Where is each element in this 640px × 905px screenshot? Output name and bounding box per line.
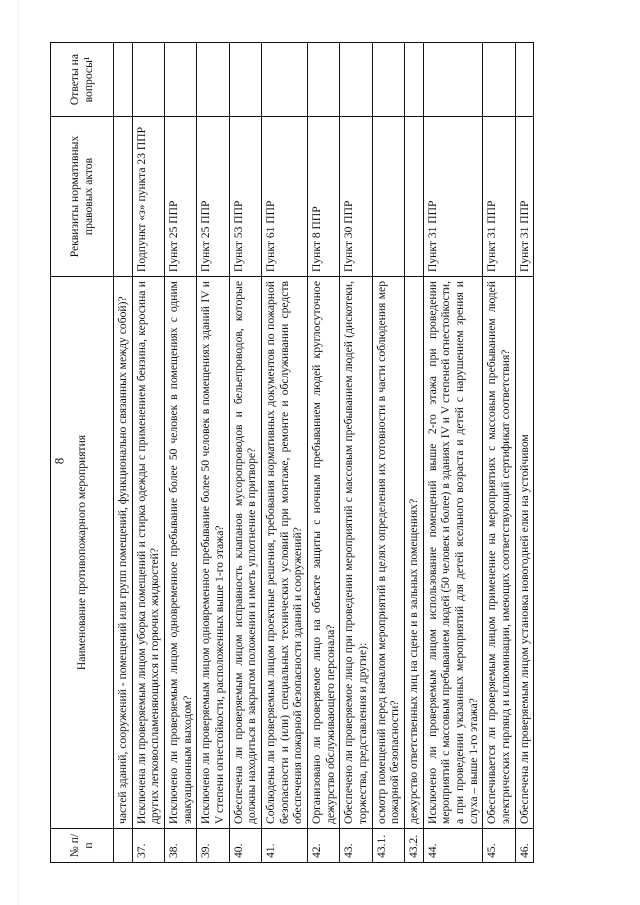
- cell-desc: Обеспечена ли проверяемым лицом установка новогодней елки на устойчивом: [515, 276, 534, 828]
- table-row: [483, 42, 515, 862]
- table-row: [308, 42, 340, 862]
- cell-desc: Исключено ли проверяемым лицом одновременное пребывание более 50 человек в помещениях зданий IV и V степени огнестойкости, расположенных выше 1-го этажа?: [197, 276, 229, 828]
- cell-req: [405, 116, 424, 276]
- cell-num: 44.: [423, 828, 483, 862]
- table-row: [405, 42, 424, 862]
- table-row: [197, 42, 229, 862]
- table-row: [262, 42, 308, 862]
- cell-answer[interactable]: [515, 42, 534, 116]
- cell-desc: Обеспечено ли проверяемое лицо при проведении мероприятий с массовым пребыванием людей (дискотеки, торжества, представления и другие):: [340, 276, 372, 828]
- cell-num: 39.: [197, 828, 229, 862]
- inspection-table: [50, 42, 534, 863]
- cell-answer[interactable]: [308, 42, 340, 116]
- table-row: [229, 42, 261, 862]
- cell-answer[interactable]: [165, 42, 197, 116]
- cell-req: [372, 116, 404, 276]
- cell-num: 41.: [262, 828, 308, 862]
- cell-req: Пункт 8 ППР: [308, 116, 340, 276]
- cell-answer[interactable]: [372, 42, 404, 116]
- cell-num: 40.: [229, 828, 261, 862]
- cell-answer[interactable]: [483, 42, 515, 116]
- cell-answer[interactable]: [197, 42, 229, 116]
- cell-num: 45.: [483, 828, 515, 862]
- cell-answer[interactable]: [132, 42, 164, 116]
- cell-desc: частей зданий, сооружений - помещений или групп помещений, функционально связанных между собой)?: [114, 276, 133, 828]
- cell-num: 43.: [340, 828, 372, 862]
- cell-req: Пункт 30 ППР: [340, 116, 372, 276]
- cell-desc: Обеспечивается ли проверяемым лицом применение на мероприятиях с массовым пребыванием людей электрических гирлянд и иллюминации, имеющих соответствующий сертификат соответствия?: [483, 276, 515, 828]
- table-row: [515, 42, 534, 862]
- cell-req: Пункт 25 ППР: [197, 116, 229, 276]
- header-req: Реквизиты нормативных правовых актов: [51, 116, 114, 276]
- cell-desc: Исключена ли проверяемым лицом уборка помещений и стирка одежды с применением бензина, керосина и других легковоспламеняющихся и горючих жидкостей?: [132, 276, 164, 828]
- table-row: [340, 42, 372, 862]
- cell-answer[interactable]: [405, 42, 424, 116]
- rotated-page: [50, 43, 590, 863]
- cell-answer[interactable]: [262, 42, 308, 116]
- cell-req: Пункт 61 ППР: [262, 116, 308, 276]
- table-row: [423, 42, 483, 862]
- cell-req: Пункт 31 ППР: [423, 116, 483, 276]
- cell-req: Пункт 31 ППР: [483, 116, 515, 276]
- cell-answer[interactable]: [114, 42, 133, 116]
- cell-req: [114, 116, 133, 276]
- cell-desc: осмотр помещений перед началом мероприятий в целях определения их готовности в части соблюдения мер пожарной безопасности?: [372, 276, 404, 828]
- cell-req: Подпункт «з» пункта 23 ППР: [132, 116, 164, 276]
- cell-desc: Исключено ли проверяемым лицом одновременное пребывание более 50 человек в помещениях с одним эвакуационным выходом?: [165, 276, 197, 828]
- table-row: [372, 42, 404, 862]
- table-row: [132, 42, 164, 862]
- cell-num: 43.2.: [405, 828, 424, 862]
- cell-answer[interactable]: [423, 42, 483, 116]
- cell-num: 46.: [515, 828, 534, 862]
- cell-desc: дежурство ответственных лиц на сцене и в зальных помещениях?: [405, 276, 424, 828]
- header-desc: Наименование противопожарного мероприятия: [51, 276, 114, 828]
- header-ans: Ответы на вопросы¹: [51, 42, 114, 116]
- cell-num: [114, 828, 133, 862]
- cell-req: Пункт 31 ППР: [515, 116, 534, 276]
- table-header-row: [51, 42, 114, 862]
- cell-req: Пункт 53 ППР: [229, 116, 261, 276]
- cell-num: 38.: [165, 828, 197, 862]
- cell-num: 42.: [308, 828, 340, 862]
- cell-answer[interactable]: [229, 42, 261, 116]
- cell-num: 43.1.: [372, 828, 404, 862]
- page-margin-line: [18, 0, 19, 905]
- cell-req: Пункт 25 ППР: [165, 116, 197, 276]
- cell-desc: Обеспечена ли проверяемым лицом исправность клапанов мусоропроводов и бельепроводов, которые должны находиться в закрытом положении и иметь уплотнение в притворе?: [229, 276, 261, 828]
- table-row: [165, 42, 197, 862]
- page-number: 8: [51, 457, 67, 465]
- header-num: № п/п: [51, 828, 114, 862]
- table-row: [114, 42, 133, 862]
- cell-answer[interactable]: [340, 42, 372, 116]
- cell-desc: Соблюдены ли проверяемым лицом проектные решения, требования нормативных документов по пожарной безопасности и (или) специальных технических условий при монтаже, ремонте и обслуживании средств обеспечения пожарной безопасности зданий и сооружений?: [262, 276, 308, 828]
- cell-desc: Организовано ли проверяемое лицо на объекте защиты с ночным пребыванием людей круглосуточное дежурство обслуживающего персонала?: [308, 276, 340, 828]
- cell-num: 37.: [132, 828, 164, 862]
- cell-desc: Исключено ли проверяемым лицом использование помещений выше 2-го этажа при проведении мероприятий с массовым пребыванием людей (50 человек и более) в зданиях IV и V степеней огнестойкости, а при проведении указанных мероприятий для детей ясельного возраста и детей с нарушением зрения и слуха – выше 1-го этажа?: [423, 276, 483, 828]
